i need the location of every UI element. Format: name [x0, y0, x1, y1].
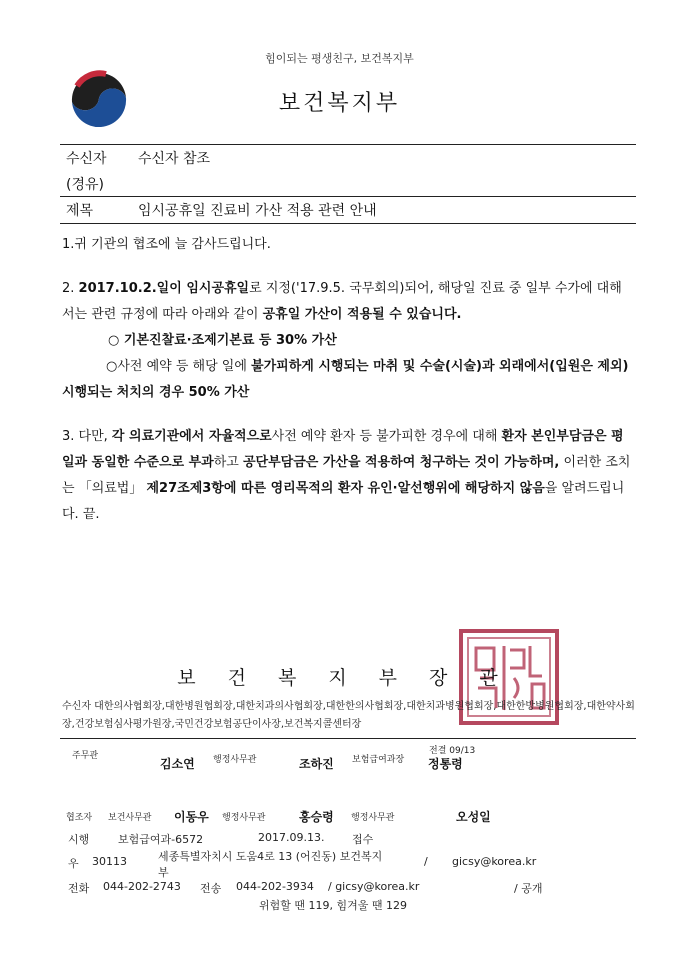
subject-divider	[60, 223, 636, 224]
approval-name: 정통령	[428, 757, 463, 771]
signature-char: 복	[277, 667, 301, 689]
execution-date: 2017.09.13.	[258, 831, 325, 844]
approval-role: 행정사무관	[213, 755, 257, 765]
phone-number: 044-202-2743	[103, 880, 181, 893]
header-divider	[60, 144, 636, 145]
approval-name: 조하진	[299, 757, 334, 771]
signature-char: 건	[227, 667, 250, 689]
fax-label: 전송	[200, 882, 222, 895]
signature-char: 관	[479, 667, 502, 689]
recipient-label: 수신자	[66, 151, 107, 167]
email-link-secondary[interactable]: / gicsy@korea.kr	[328, 880, 420, 893]
approval-role: 보건사무관	[108, 813, 152, 823]
approval-delegation-note: 전결 09/13	[429, 746, 476, 756]
signature-char: 장	[429, 667, 452, 689]
execution-label: 시행	[68, 833, 90, 846]
fax-number: 044-202-3934	[236, 880, 314, 893]
approval-name: 홍승령	[299, 810, 334, 824]
approval-role: 주무관	[72, 751, 99, 761]
body-paragraph-1: 1.귀 기관의 협조에 늘 감사드립니다.	[62, 237, 271, 252]
recipients-list: 수신자 대한의사협회장,대한병원협회장,대한치과의사협회장,대한한의사협회장,대한치과병원협회장,대한한방병원협회장,대한약사회장,건강보험심사평가원장,국민건강보험공단이사장,보건복지콜센터장	[62, 701, 635, 730]
subject-label: 제목	[66, 203, 94, 219]
separator: /	[424, 855, 428, 868]
phone-label: 전화	[68, 882, 90, 895]
approval-role: 보험급여과장	[352, 755, 405, 765]
approval-divider	[60, 738, 636, 739]
subject-value: 임시공휴일 진료비 가산 적용 관련 안내	[138, 203, 377, 219]
signature-char: 부	[378, 667, 402, 689]
minister-signature	[0, 663, 679, 690]
body-item-2: ○사전 예약 등 해당 일에 불가피하게 시행되는 마취 및 수술(시술)과 외래에서(입원은 제외) 시행되는 처치의 경우 50% 가산	[62, 359, 629, 400]
address-line-2: 부	[158, 866, 169, 879]
receipt-label: 접수	[352, 833, 374, 846]
body-paragraph-2: 2. 2017.10.2.일이 임시공휴일로 지정('17.9.5. 국무회의)되어, 해당일 진료 중 일부 수가에 대해서는 관련 규정에 따라 아래와 같이 공휴일 가산이 적용될 수 있습니다.	[62, 281, 622, 322]
body-item-1: ○ 기본진찰료·조제기본료 등 30% 가산	[108, 333, 337, 348]
body-paragraph-3: 3. 다만, 각 의료기관에서 자율적으로사전 예약 환자 등 불가피한 경우에 대해 환자 본인부담금은 평일과 동일한 수준으로 부과하고 공단부담금은 가산을 적용하여 청구하는 것이 가능하며, 이러한 조치는 「의료법」 제27조제3항에 따른 영리목적의 환자 유인·알선행위에 해당하지 않음을 알려드립니다. 끝.	[62, 429, 631, 522]
email-link[interactable]: gicsy@korea.kr	[452, 855, 537, 868]
approval-role: 행정사무관	[222, 813, 266, 823]
execution-number: 보험급여과-6572	[118, 833, 204, 846]
via-label: (경유)	[66, 177, 104, 193]
zip-code: 30113	[92, 855, 127, 868]
recipient-value: 수신자 참조	[138, 151, 211, 167]
meta-divider	[60, 196, 636, 197]
signature-char: 보	[177, 667, 200, 689]
approval-name: 오성일	[456, 810, 491, 824]
signature-char: 지	[328, 667, 351, 689]
approval-name: 이동우	[174, 810, 209, 824]
cooperator-label: 협조자	[66, 813, 93, 823]
disclosure-status: / 공개	[514, 882, 543, 895]
approval-name: 김소연	[160, 757, 195, 771]
address-line-1: 세종특별자치시 도움4로 13 (어진동) 보건복지	[158, 850, 383, 863]
header-slogan: 힘이되는 평생친구, 보건복지부	[265, 52, 414, 65]
zip-label: 우	[68, 857, 79, 870]
approval-role: 행정사무관	[351, 813, 395, 823]
organization-title: 보건복지부	[278, 91, 401, 116]
emergency-numbers: 위험할 땐 119, 힘겨울 땐 129	[259, 899, 407, 912]
